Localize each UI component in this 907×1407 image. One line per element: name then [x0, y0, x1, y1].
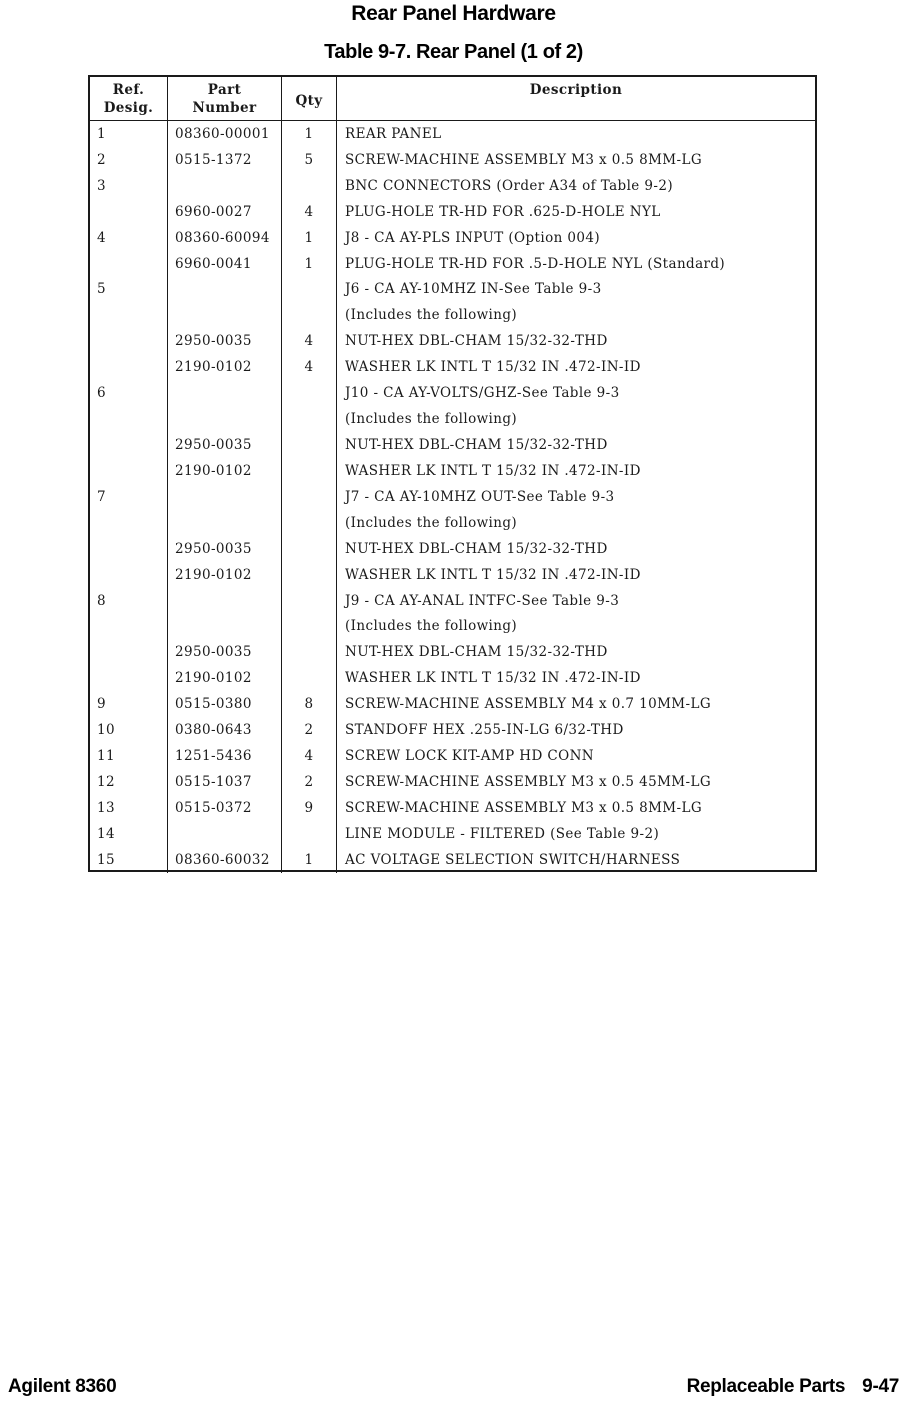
cell-description: LINE MODULE - FILTERED (See Table 9-2): [345, 825, 660, 842]
cell-qty: 4: [282, 199, 337, 225]
cell-ref-desig: 8: [90, 588, 168, 614]
cell-ref-desig: [90, 354, 168, 380]
table-row: [90, 380, 815, 406]
cell-qty: 4: [282, 328, 337, 354]
cell-description: WASHER LK INTL T 15/32 IN .472-IN-ID: [345, 462, 641, 479]
cell-part-number: 2950-0035: [168, 432, 282, 458]
cell-description: SCREW-MACHINE ASSEMBLY M3 x 0.5 8MM-LG: [345, 151, 703, 168]
cell-description: NUT-HEX DBL-CHAM 15/32-32-THD: [345, 437, 608, 454]
cell-qty: [282, 665, 337, 691]
page-footer: [0, 1376, 907, 1400]
footer-section: [687, 1376, 899, 1398]
cell-description: PLUG-HOLE TR-HD FOR .5-D-HOLE NYL (Standard): [345, 255, 726, 272]
cell-qty: 4: [282, 743, 337, 769]
cell-part-number: 2190-0102: [168, 562, 282, 588]
cell-part-number: 0515-1372: [168, 147, 282, 173]
cell-ref-desig: 3: [90, 173, 168, 199]
column-header-qty: [282, 77, 337, 120]
cell-description: AC VOLTAGE SELECTION SWITCH/HARNESS: [345, 851, 681, 868]
cell-description: J7 - CA AY-10MHZ OUT-See Table 9-3: [345, 488, 615, 505]
cell-qty: 1: [282, 251, 337, 277]
table-row: [90, 691, 815, 717]
cell-qty: 1: [282, 121, 337, 147]
cell-part-number: [168, 277, 282, 303]
cell-qty: [282, 302, 337, 328]
table-row: [90, 769, 815, 795]
cell-part-number: 6960-0041: [168, 251, 282, 277]
table-caption: Table 9-7. Rear Panel (1 of 2): [324, 41, 583, 63]
cell-qty: 2: [282, 769, 337, 795]
cell-part-number: [168, 406, 282, 432]
cell-part-number: 08360-60032: [168, 847, 282, 873]
cell-ref-desig: 4: [90, 225, 168, 251]
cell-ref-desig: [90, 199, 168, 225]
footer-model-label: Agilent 8360: [8, 1376, 117, 1397]
cell-description: SCREW-MACHINE ASSEMBLY M3 x 0.5 45MM-LG: [345, 774, 712, 790]
table-row: [90, 458, 815, 484]
table-row: [90, 277, 815, 303]
cell-qty: [282, 380, 337, 406]
cell-qty: [282, 510, 337, 536]
column-header-ref-line2: Desig.: [103, 100, 154, 116]
cell-qty: [282, 406, 337, 432]
footer-section-label: Replaceable Parts: [686, 1376, 846, 1397]
footer-page-number: 9-47: [862, 1376, 899, 1397]
table-row: [90, 821, 815, 847]
cell-description: WASHER LK INTL T 15/32 IN .472-IN-ID: [345, 670, 641, 687]
cell-ref-desig: [90, 536, 168, 562]
cell-part-number: 6960-0027: [168, 199, 282, 225]
cell-ref-desig: 7: [90, 484, 168, 510]
table-header-row: [90, 77, 815, 121]
cell-description: J10 - CA AY-VOLTS/GHZ-See Table 9-3: [345, 385, 620, 402]
cell-qty: [282, 432, 337, 458]
cell-description: J6 - CA AY-10MHZ IN-See Table 9-3: [345, 281, 602, 298]
cell-description: STANDOFF HEX .255-IN-LG 6/32-THD: [345, 722, 624, 739]
cell-part-number: 0515-0372: [168, 795, 282, 821]
cell-ref-desig: [90, 406, 168, 432]
cell-ref-desig: 11: [90, 743, 168, 769]
cell-part-number: [168, 380, 282, 406]
cell-description: NUT-HEX DBL-CHAM 15/32-32-THD: [345, 540, 608, 557]
table-row: [90, 432, 815, 458]
cell-part-number: 08360-60094: [168, 225, 282, 251]
cell-ref-desig: 1: [90, 121, 168, 147]
column-header-ref-desig: [90, 77, 168, 120]
cell-part-number: [168, 510, 282, 536]
cell-part-number: 2190-0102: [168, 354, 282, 380]
table-row: [90, 562, 815, 588]
table-row: [90, 510, 815, 536]
cell-ref-desig: [90, 639, 168, 665]
cell-part-number: 0380-0643: [168, 717, 282, 743]
cell-description: BNC CONNECTORS (Order A34 of Table 9-2): [345, 177, 673, 194]
cell-description: J8 - CA AY-PLS INPUT (Option 004): [345, 229, 601, 246]
parts-table: [88, 75, 817, 872]
cell-part-number: 1251-5436: [168, 743, 282, 769]
cell-description: WASHER LK INTL T 15/32 IN .472-IN-ID: [345, 566, 641, 583]
table-row: [90, 302, 815, 328]
table-row: [90, 588, 815, 614]
cell-part-number: [168, 173, 282, 199]
cell-part-number: 2950-0035: [168, 328, 282, 354]
cell-qty: 8: [282, 691, 337, 717]
column-header-ref-line1: Ref.: [112, 82, 145, 98]
table-row: [90, 354, 815, 380]
cell-qty: 1: [282, 225, 337, 251]
cell-description: (Includes the following): [345, 411, 518, 428]
cell-description: (Includes the following): [345, 618, 518, 635]
table-body: [90, 121, 815, 873]
cell-part-number: 08360-00001: [168, 121, 282, 147]
table-row: [90, 406, 815, 432]
cell-qty: 1: [282, 847, 337, 873]
cell-part-number: [168, 588, 282, 614]
table-row: [90, 484, 815, 510]
cell-ref-desig: [90, 510, 168, 536]
column-header-qty-label: Qty: [295, 92, 323, 109]
cell-description: SCREW LOCK KIT-AMP HD CONN: [345, 748, 595, 765]
table-row: [90, 173, 815, 199]
cell-description: WASHER LK INTL T 15/32 IN .472-IN-ID: [345, 359, 641, 376]
cell-qty: [282, 536, 337, 562]
cell-qty: [282, 562, 337, 588]
cell-ref-desig: 6: [90, 380, 168, 406]
cell-ref-desig: [90, 328, 168, 354]
cell-part-number: [168, 302, 282, 328]
table-row: [90, 199, 815, 225]
cell-description: PLUG-HOLE TR-HD FOR .625-D-HOLE NYL: [345, 203, 661, 220]
table-row: [90, 795, 815, 821]
cell-part-number: 2950-0035: [168, 536, 282, 562]
cell-qty: [282, 458, 337, 484]
cell-description: REAR PANEL: [345, 125, 442, 142]
column-header-description-label: Description: [529, 82, 623, 98]
cell-ref-desig: [90, 562, 168, 588]
cell-ref-desig: 5: [90, 277, 168, 303]
cell-qty: [282, 614, 337, 640]
cell-description: (Includes the following): [345, 514, 518, 531]
cell-part-number: [168, 821, 282, 847]
cell-part-number: 2190-0102: [168, 458, 282, 484]
cell-part-number: 2190-0102: [168, 665, 282, 691]
cell-ref-desig: [90, 432, 168, 458]
cell-ref-desig: [90, 251, 168, 277]
cell-qty: [282, 821, 337, 847]
cell-qty: 9: [282, 795, 337, 821]
table-row: [90, 847, 815, 873]
cell-qty: [282, 173, 337, 199]
cell-part-number: 0515-0380: [168, 691, 282, 717]
cell-ref-desig: 13: [90, 795, 168, 821]
cell-part-number: [168, 614, 282, 640]
cell-qty: [282, 484, 337, 510]
cell-description: SCREW-MACHINE ASSEMBLY M4 x 0.7 10MM-LG: [345, 696, 712, 713]
cell-qty: [282, 277, 337, 303]
table-row: [90, 665, 815, 691]
cell-description: (Includes the following): [345, 307, 518, 324]
table-row: [90, 121, 815, 147]
cell-ref-desig: 10: [90, 717, 168, 743]
cell-part-number: [168, 484, 282, 510]
cell-ref-desig: 14: [90, 821, 168, 847]
cell-qty: 5: [282, 147, 337, 173]
table-row: [90, 743, 815, 769]
cell-ref-desig: 2: [90, 147, 168, 173]
column-header-part-number: [168, 77, 282, 120]
cell-description: SCREW-MACHINE ASSEMBLY M3 x 0.5 8MM-LG: [345, 799, 703, 816]
cell-ref-desig: [90, 458, 168, 484]
column-header-part-line2: Number: [192, 100, 257, 116]
cell-ref-desig: 12: [90, 769, 168, 795]
column-header-part-line1: Part: [207, 82, 242, 98]
cell-qty: 2: [282, 717, 337, 743]
cell-description: NUT-HEX DBL-CHAM 15/32-32-THD: [345, 333, 608, 350]
page-title: Rear Panel Hardware: [351, 2, 556, 25]
table-row: [90, 251, 815, 277]
cell-qty: [282, 639, 337, 665]
cell-qty: 4: [282, 354, 337, 380]
cell-qty: [282, 588, 337, 614]
cell-description: J9 - CA AY-ANAL INTFC-See Table 9-3: [345, 592, 620, 609]
cell-ref-desig: 15: [90, 847, 168, 873]
table-row: [90, 717, 815, 743]
cell-ref-desig: 9: [90, 691, 168, 717]
column-header-description: [337, 77, 815, 120]
cell-part-number: 0515-1037: [168, 769, 282, 795]
cell-description: NUT-HEX DBL-CHAM 15/32-32-THD: [345, 644, 608, 661]
table-row: [90, 639, 815, 665]
cell-ref-desig: [90, 302, 168, 328]
table-row: [90, 225, 815, 251]
cell-part-number: 2950-0035: [168, 639, 282, 665]
table-row: [90, 536, 815, 562]
cell-ref-desig: [90, 665, 168, 691]
table-row: [90, 147, 815, 173]
table-row: [90, 614, 815, 640]
table-row: [90, 328, 815, 354]
cell-ref-desig: [90, 614, 168, 640]
